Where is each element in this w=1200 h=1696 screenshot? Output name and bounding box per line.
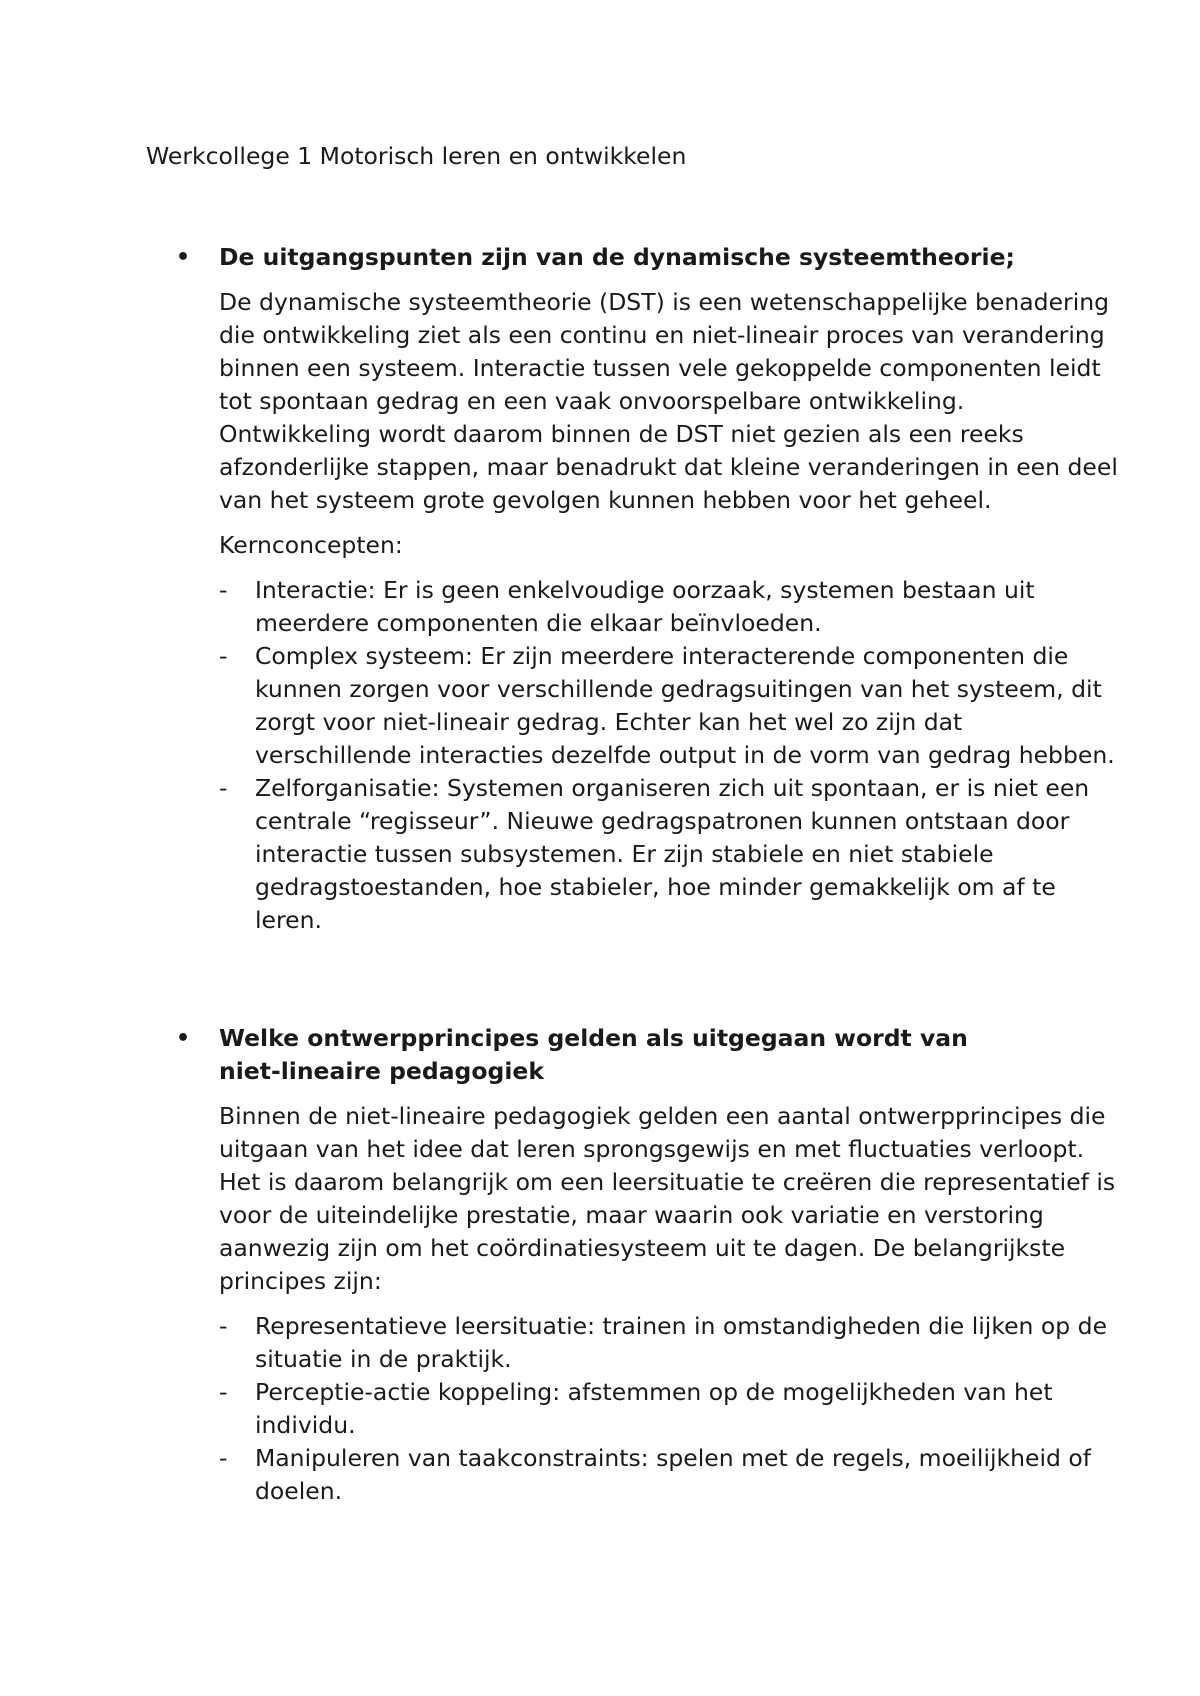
document-title: Werkcollege 1 Motorisch leren en ontwikkelen xyxy=(146,142,687,170)
list-item-text: Zelforganisatie: Systemen organiseren zich uit spontaan, er is niet een centrale “regisseur”. Nieuwe gedragspatronen kunnen ontstaan door interactie tussen subsystemen. Er zijn stabiele en niet stabiele gedragstoestanden, hoe stabieler, hoe minder gemakkelijk om af te leren. xyxy=(255,774,1090,934)
section-nlp xyxy=(146,1022,1116,1508)
section-heading-text: De uitgangspunten zijn van de dynamische systeemtheorie; xyxy=(219,243,1015,271)
list-item xyxy=(146,640,1115,772)
list-item-text: Perceptie-actie koppeling: afstemmen op de mogelijkheden van het individu. xyxy=(255,1378,1053,1439)
bullet-icon: • xyxy=(176,1026,191,1051)
dash-icon: - xyxy=(219,774,228,802)
section-heading xyxy=(146,1022,999,1088)
list-item xyxy=(146,1376,1115,1442)
section-heading xyxy=(146,241,1106,274)
list-item-text: Interactie: Er is geen enkelvoudige oorzaak, systemen bestaan uit meerdere componenten die elkaar beïnvloeden. xyxy=(255,576,1035,637)
list-item-text: Representatieve leersituatie: trainen in omstandigheden die lijken op de situatie in de praktijk. xyxy=(255,1312,1108,1373)
section-subheading: Kernconcepten: xyxy=(219,531,403,559)
dash-icon: - xyxy=(219,1444,228,1472)
list-item xyxy=(146,772,1115,937)
bullet-icon: • xyxy=(176,245,191,270)
section-dst xyxy=(146,241,1118,937)
dash-icon: - xyxy=(219,1312,228,1340)
list-item xyxy=(146,574,1115,640)
dash-icon: - xyxy=(219,1378,228,1406)
list-item xyxy=(146,1442,1115,1508)
list-item-text: Manipuleren van taakconstraints: spelen met de regels, moeilijkheid of doelen. xyxy=(255,1444,1092,1505)
principle-list xyxy=(146,1310,1106,1508)
list-item xyxy=(146,1310,1115,1376)
list-item-text: Complex systeem: Er zijn meerdere interacterende componenten die kunnen zorgen voor verschillende gedragsuitingen van het systeem, dit zorgt voor niet-lineair gedrag. Echter kan het wel zo zijn dat verschillende interacties dezelfde output in de vorm van gedrag hebben. xyxy=(255,642,1115,769)
concept-list xyxy=(146,574,1115,937)
section-heading-text: Welke ontwerpprincipes gelden als uitgegaan wordt van niet-lineaire pedagogiek xyxy=(219,1024,968,1085)
dash-icon: - xyxy=(219,576,228,604)
section-paragraph: Binnen de niet-lineaire pedagogiek gelden een aantal ontwerpprincipes die uitgaan van het idee dat leren sprongsgewijs en met fluctuaties verloopt. Het is daarom belangrijk om een leersituatie te creëren die representatief is voor de uiteindelijke prestatie, maar waarin ook variatie en verstoring aanwezig zijn om het coördinatiesysteem uit te dagen. De belangrijkste principes zijn: xyxy=(219,1102,1116,1295)
dash-icon: - xyxy=(219,642,228,670)
section-paragraph: De dynamische systeemtheorie (DST) is een wetenschappelijke benadering die ontwikkeling ziet als een continu en niet-lineair proces van verandering binnen een systeem. Interactie tussen vele gekoppelde componenten leidt tot spontaan gedrag en een vaak onvoorspelbare ontwikkeling. Ontwikkeling wordt daarom binnen de DST niet gezien als een reeks afzonderlijke stappen, maar benadrukt dat kleine veranderingen in een deel van het systeem grote gevolgen kunnen hebben voor het geheel. xyxy=(219,288,1118,514)
